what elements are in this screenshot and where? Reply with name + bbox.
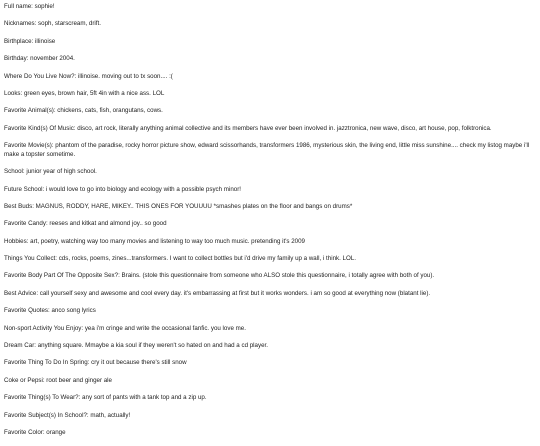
entry-school: School: junior year of high school.: [4, 168, 97, 176]
entry-favorite-quotes: Favorite Quotes: anco song lyrics: [4, 307, 96, 315]
entry-favorite-movies: Favorite Movie(s): phantom of the paradise, rocky horror picture show, edward scissorhands, transformers 1986, mysterious skin, the living end, little miss sunshine.... check my listog maybe i'll make a topster sometime.: [4, 142, 530, 158]
entry-favorite-color: Favorite Color: orange: [4, 428, 66, 436]
entry-favorite-spring: Favorite Thing To Do In Spring: cry it out because there's still snow: [4, 359, 187, 367]
entry-non-sport-activity: Non-sport Activity You Enjoy: yea i'm cringe and write the occasional fanfic. you love me.: [4, 324, 246, 332]
entry-coke-or-pepsi: Coke or Pepsi: root beer and ginger ale: [4, 376, 113, 384]
entry-birthplace: Birthplace: illinoise: [4, 37, 56, 45]
entry-dream-car: Dream Car: anything square. Mmaybe a kia soul if they weren't so hated on and had a cd player.: [4, 342, 268, 350]
entry-full-name: Full name: sophie!: [4, 3, 55, 10]
entry-where-live: Where Do You Live Now?: illinoise. moving out to tx soon.... :(: [4, 72, 173, 80]
entry-favorite-wear: Favorite Thing(s) To Wear?: any sort of pants with a tank top and a zip up.: [4, 394, 207, 402]
entry-looks: Looks: green eyes, brown hair, 5ft 4in with a nice ass. LOL: [4, 89, 165, 97]
entry-birthday: Birthday: november 2004.: [4, 55, 75, 63]
entry-favorite-animals: Favorite Animal(s): chickens, cats, fish, orangutans, cows.: [4, 107, 163, 115]
entry-best-buds: Best Buds: MAGNUS, RODDY, HARE, MIKEY.. THIS ONES FOR YOUUUU *smashes plates on the floor and bangs on drums*: [4, 202, 353, 210]
entry-things-collect: Things You Collect: cds, rocks, poems, zines...transformers. I want to collect bottles but i'd drive my family up a wall, i think. LOL.: [4, 255, 356, 263]
entry-best-advice: Best Advice: call yourself sexy and awesome and cool every day. it's embarrassing at first but it works wonders. i am so good at everything now (blatant lie).: [4, 289, 431, 297]
entry-hobbies: Hobbies: art, poetry, watching way too many movies and listening to way too much music. pretending it's 2009: [4, 237, 305, 245]
entry-favorite-candy: Favorite Candy: reeses and kitkat and almond joy.. so good: [4, 220, 167, 228]
questionnaire-document: [4, 3, 534, 446]
entry-favorite-subjects: Favorite Subject(s) In School?: math, actually!: [4, 411, 131, 419]
entry-nicknames: Nicknames: soph, starscream, drift.: [4, 20, 101, 28]
entry-favorite-music: Favorite Kind(s) Of Music: disco, art rock, literally anything animal collective and its members have ever been involved in. jazztronica, new wave, disco, art house, pop, folktronica.: [4, 124, 492, 132]
entry-future-school: Future School: i would love to go into biology and ecology with a possible psych minor!: [4, 185, 241, 193]
entry-favorite-body-part: Favorite Body Part Of The Opposite Sex?: Brains. (stole this questionnaire from someone who ALSO stole this questionnaire, i totally agree with both of you).: [4, 272, 435, 280]
